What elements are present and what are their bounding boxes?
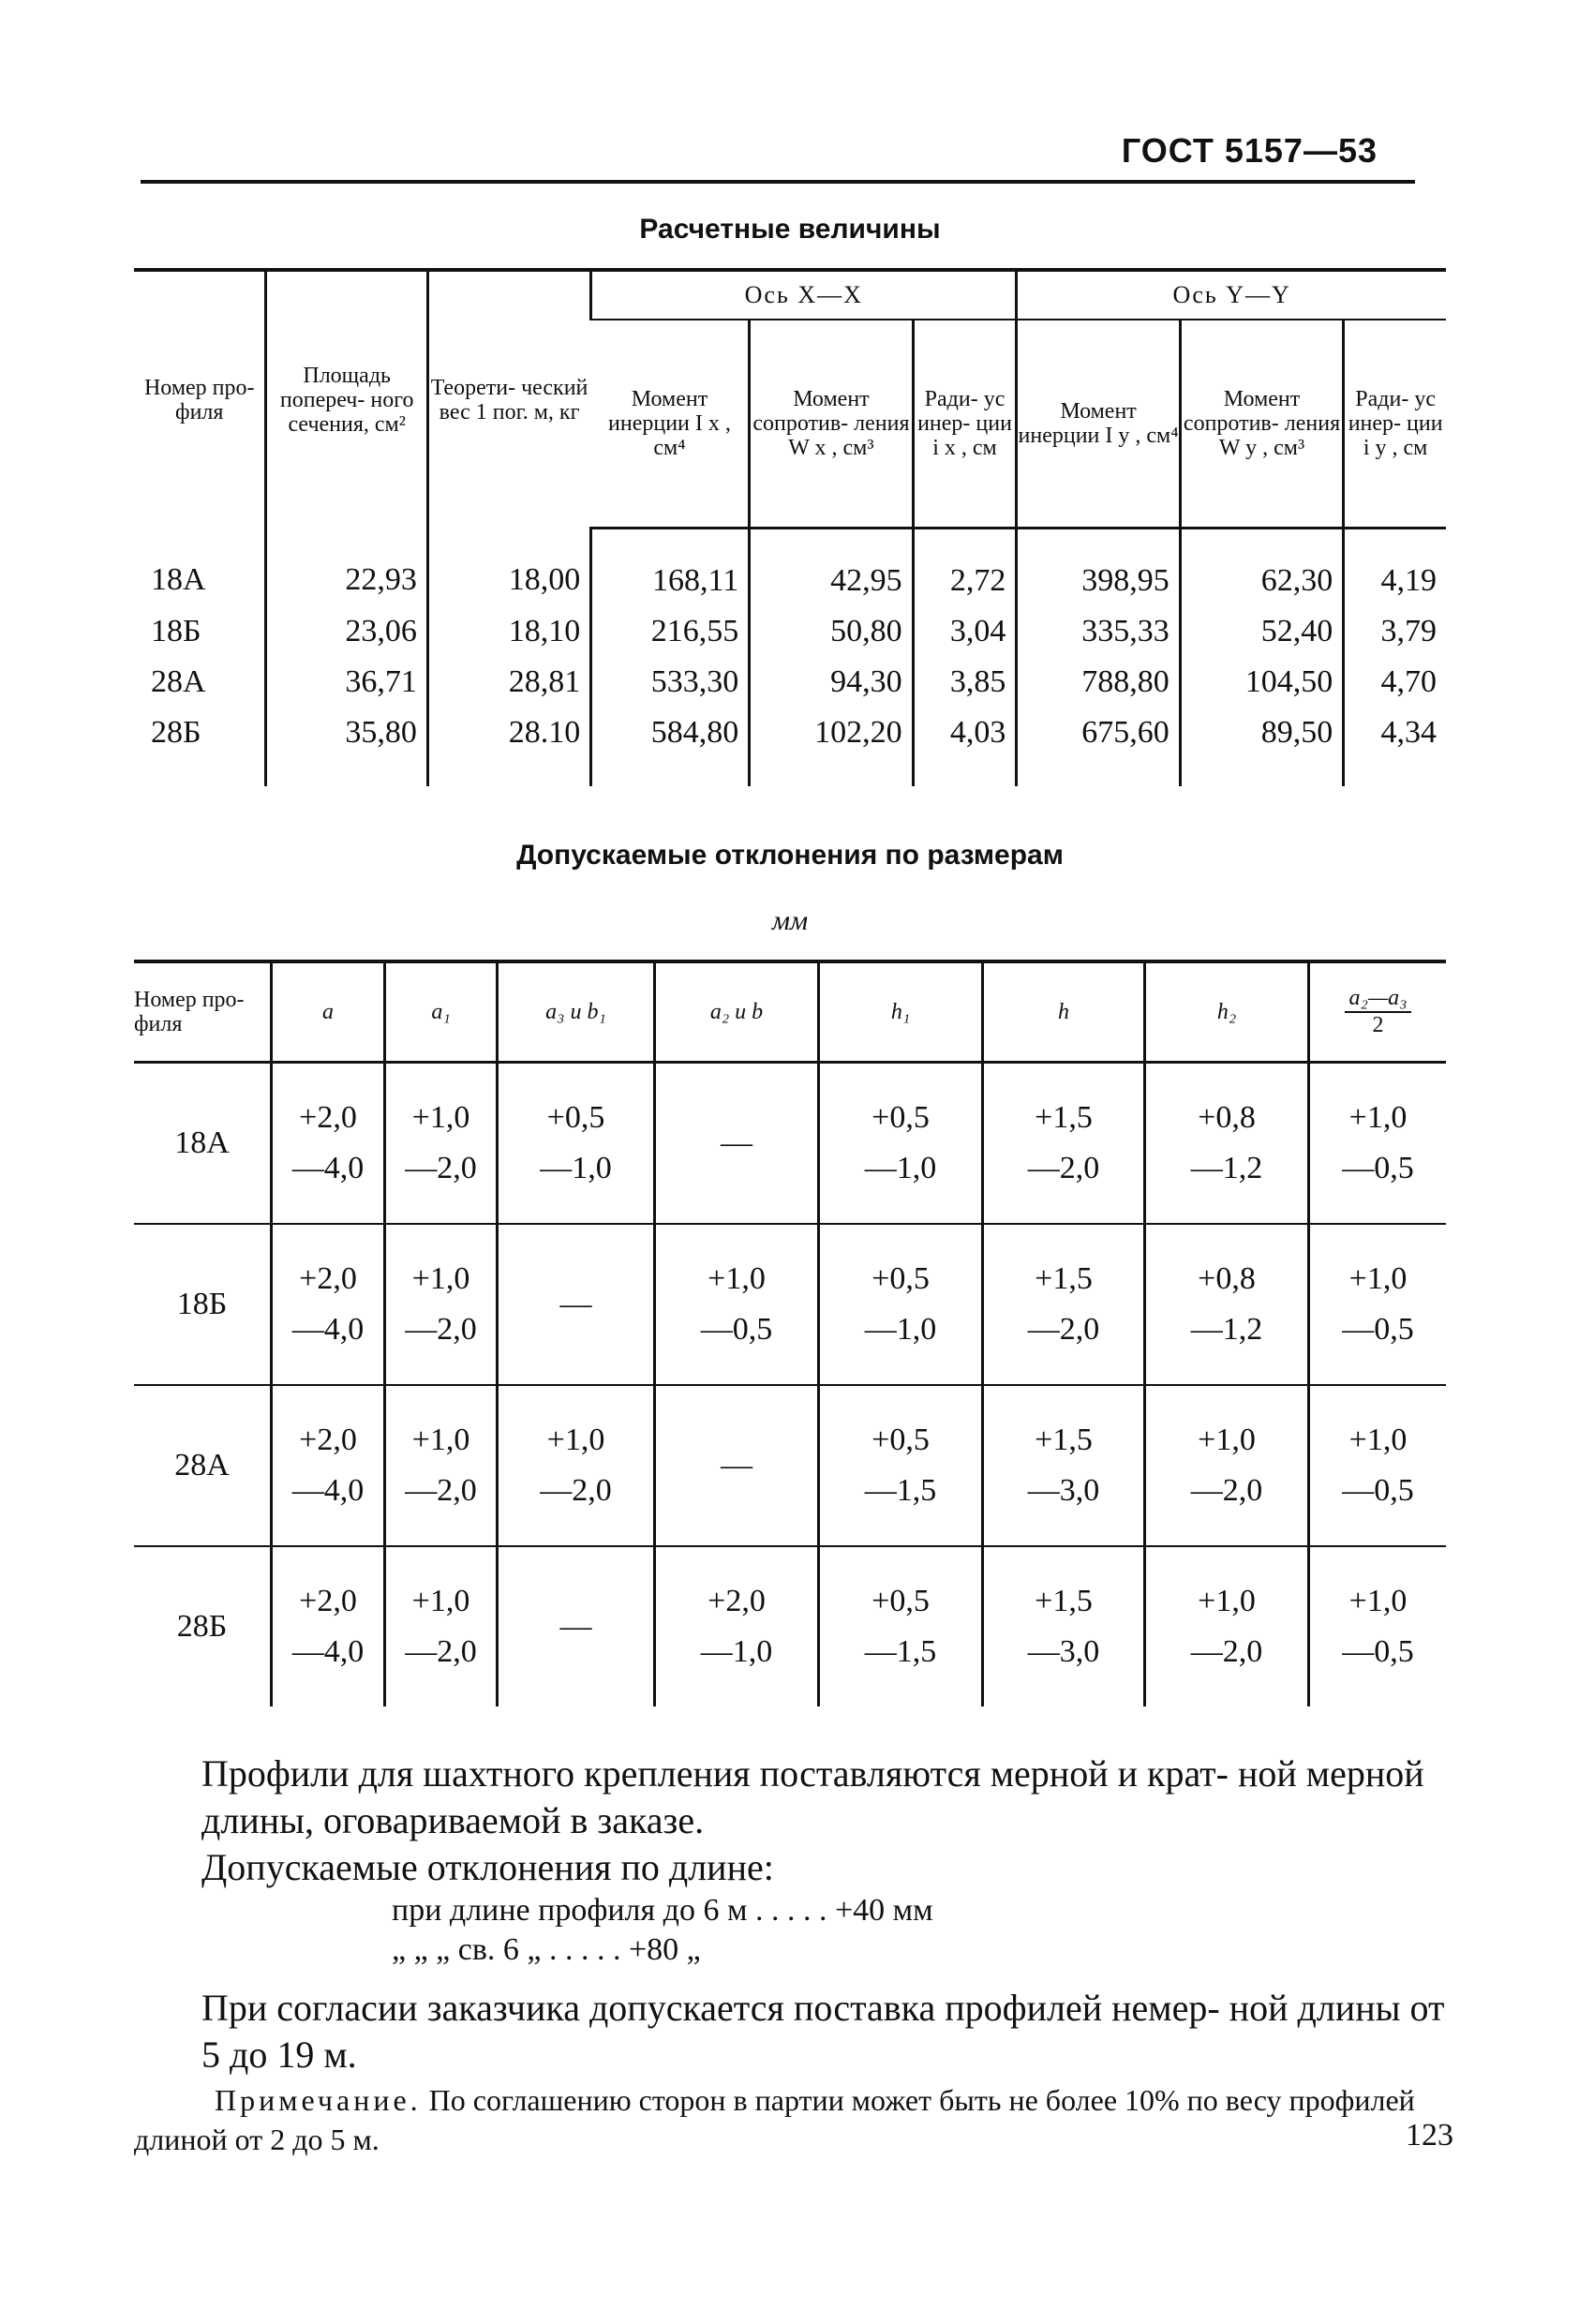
- profile-number: 18А: [151, 562, 206, 598]
- tolerance-upper: +1,0: [708, 1261, 766, 1296]
- tolerance-upper: +0,5: [871, 1423, 930, 1457]
- tolerance-upper: +0,5: [871, 1100, 930, 1135]
- table-cell: 4,19: [1344, 529, 1446, 607]
- table-row: [134, 606, 1446, 657]
- col-a1: a₁: [385, 961, 498, 1063]
- tolerance-cell: [385, 1224, 498, 1385]
- table-cell: 4,03: [913, 708, 1017, 786]
- note: [134, 2080, 1446, 2159]
- tolerance-cell: [655, 1063, 819, 1225]
- table-cell: 89,50: [1180, 708, 1343, 786]
- tolerances-table: [134, 960, 1446, 1706]
- table-cell: 42,95: [750, 529, 913, 607]
- tolerance-cell: [819, 1063, 983, 1225]
- tolerance-upper: —: [721, 1125, 752, 1160]
- table-row: [134, 708, 1446, 786]
- tolerance-cell: [1309, 1385, 1447, 1546]
- col-a2-b: a₂ и b: [655, 961, 819, 1063]
- table-cell: 398,95: [1017, 529, 1180, 607]
- table-cell: 94,30: [750, 657, 913, 708]
- table-cell: 4,34: [1344, 708, 1446, 786]
- table1-title: Расчетные величины: [639, 214, 941, 245]
- tolerance-upper: +1,5: [1035, 1584, 1093, 1618]
- axis-x-header: Ось X—X: [591, 270, 1017, 320]
- tolerance-cell: [272, 1224, 385, 1385]
- col-weight: Теорети- ческий вес 1 пог. м, кг: [427, 270, 590, 529]
- tolerance-lower: —1,0: [864, 1151, 937, 1185]
- tolerance-lower: —4,0: [291, 1634, 365, 1669]
- tolerance-cell: [655, 1224, 819, 1385]
- col-wx: Момент сопротив- ления W x , см³: [750, 320, 913, 529]
- table-row: [134, 657, 1446, 708]
- table-cell: 168,11: [591, 529, 750, 607]
- table-cell: 18,00: [427, 529, 590, 607]
- tolerance-line-2: „ „ „ св. 6 „ . . . . . +80 „: [392, 1932, 701, 1967]
- tolerance-lower: —3,0: [1027, 1473, 1100, 1508]
- tolerance-lower: —4,0: [291, 1312, 365, 1347]
- table-cell: 4,70: [1344, 657, 1446, 708]
- tolerance-lower: —0,5: [1342, 1634, 1414, 1669]
- tolerance-lower: —2,0: [1190, 1473, 1263, 1508]
- col-profile: Номер про- филя: [134, 270, 266, 529]
- tolerance-lower: —1,0: [864, 1312, 937, 1347]
- table-cell: 36,71: [266, 657, 427, 708]
- tolerance-lower: —0,5: [1342, 1312, 1414, 1347]
- tolerance-lower: —2,0: [405, 1151, 477, 1185]
- tolerance-lower: —0,5: [1342, 1473, 1414, 1508]
- profile-number: 28А: [151, 664, 206, 699]
- fraction: [1345, 986, 1410, 1038]
- tolerance-lower: —3,0: [1027, 1634, 1100, 1669]
- table-row: [134, 529, 1446, 607]
- tolerance-cell: [498, 1385, 655, 1546]
- paragraph-supply: Профили для шахтного крепления поставляются мерной и крат- ной мерной длины, оговариваемой в заказе.: [201, 1752, 1424, 1841]
- profile-number: 28А: [134, 1385, 272, 1546]
- table-cell: 28.10: [427, 708, 590, 786]
- tolerance-upper: +1,0: [1348, 1584, 1408, 1618]
- tolerance-upper: +1,0: [411, 1100, 470, 1135]
- tolerance-lower: —2,0: [405, 1312, 477, 1347]
- tolerance-upper: +0,8: [1198, 1261, 1256, 1296]
- tolerance-cell: [819, 1546, 983, 1706]
- tolerance-cell: [385, 1546, 498, 1706]
- col-ix: Момент инерции I x , см⁴: [591, 320, 750, 529]
- tolerance-upper: +0,5: [871, 1584, 930, 1618]
- tolerance-cell: [498, 1063, 655, 1225]
- tolerance-upper: +0,8: [1198, 1100, 1256, 1135]
- col-fraction: [1309, 961, 1447, 1063]
- tolerance-lower: —2,0: [1190, 1634, 1263, 1669]
- table-cell: 22,93: [266, 529, 427, 607]
- tolerance-cell: [272, 1546, 385, 1706]
- tolerance-upper: —: [721, 1448, 752, 1482]
- col-a: a: [272, 961, 385, 1063]
- tolerance-upper: +1,0: [546, 1423, 605, 1457]
- note-text: По соглашению сторон в партии может быть не более 10% по весу профилей длиной от 2 до 5 м.: [134, 2083, 1415, 2156]
- table-cell: 3,79: [1344, 606, 1446, 657]
- tolerance-upper: +1,0: [1348, 1423, 1408, 1457]
- col-a3-b1: a₃ и b₁: [498, 961, 655, 1063]
- table-cell: 2,72: [913, 529, 1017, 607]
- tolerance-cell: [1309, 1546, 1447, 1706]
- tolerance-cell: [385, 1063, 498, 1225]
- table-cell: 216,55: [591, 606, 750, 657]
- tolerance-lower: —2,0: [405, 1473, 477, 1508]
- table-cell: 3,85: [913, 657, 1017, 708]
- table-cell: 3,04: [913, 606, 1017, 657]
- tolerance-upper: +1,0: [1198, 1423, 1256, 1457]
- tolerance-cell: [983, 1063, 1145, 1225]
- table-cell: 335,33: [1017, 606, 1180, 657]
- tolerance-upper: +2,0: [299, 1261, 357, 1296]
- col-profile: Номер про- филя: [134, 961, 272, 1063]
- table-cell: 788,80: [1017, 657, 1180, 708]
- note-label: Примечание.: [215, 2083, 422, 2117]
- table-cell: 52,40: [1180, 606, 1343, 657]
- document-id: ГОСТ 5157—53: [1121, 131, 1378, 170]
- table-cell: 533,30: [591, 657, 750, 708]
- tolerance-cell: [819, 1224, 983, 1385]
- col-rx: Ради- ус инер- ции i x , см: [913, 320, 1017, 529]
- tolerance-cell: [498, 1546, 655, 1706]
- table-row: [134, 1224, 1446, 1385]
- tolerance-upper: +2,0: [299, 1100, 357, 1135]
- tolerance-upper: +2,0: [299, 1423, 357, 1457]
- table-cell: 62,30: [1180, 529, 1343, 607]
- profile-number: 18Б: [134, 1224, 272, 1385]
- tolerance-cell: [1309, 1224, 1447, 1385]
- tolerance-cell: [498, 1224, 655, 1385]
- table-cell: 23,06: [266, 606, 427, 657]
- table-row: [134, 1546, 1446, 1706]
- tolerance-lower: —2,0: [540, 1473, 612, 1508]
- tolerance-cell: [272, 1063, 385, 1225]
- table-cell: 675,60: [1017, 708, 1180, 786]
- fraction-denominator: 2: [1372, 1013, 1384, 1037]
- tolerance-upper: —: [559, 1287, 592, 1321]
- tolerance-cell: [1145, 1224, 1309, 1385]
- tolerance-upper: +1,0: [411, 1584, 470, 1618]
- col-h: h: [983, 961, 1145, 1063]
- table2-units: мм: [771, 905, 809, 936]
- tolerance-cell: [1145, 1385, 1309, 1546]
- tolerance-upper: +0,5: [871, 1261, 930, 1296]
- tolerance-lower: —0,5: [1342, 1151, 1414, 1185]
- tolerance-lower: —0,5: [700, 1312, 773, 1347]
- tolerance-cell: [1145, 1546, 1309, 1706]
- col-wy: Момент сопротив- ления W y , см³: [1180, 320, 1343, 529]
- tolerance-cell: [385, 1385, 498, 1546]
- tolerance-upper: +1,5: [1035, 1261, 1093, 1296]
- tolerance-upper: +2,0: [299, 1584, 357, 1618]
- tolerance-cell: [983, 1385, 1145, 1546]
- profile-number: 18А: [134, 1063, 272, 1225]
- col-h2: h₂: [1145, 961, 1309, 1063]
- tolerance-cell: [1309, 1063, 1447, 1225]
- table-cell: 104,50: [1180, 657, 1343, 708]
- profile-number: 28Б: [151, 715, 201, 750]
- tolerance-upper: +1,5: [1035, 1423, 1093, 1457]
- tolerance-lower: —1,0: [540, 1151, 612, 1185]
- tolerance-lower: —2,0: [1027, 1151, 1100, 1185]
- tolerance-cell: [819, 1385, 983, 1546]
- tolerance-upper: —: [559, 1609, 592, 1644]
- table-cell: 584,80: [591, 708, 750, 786]
- tolerance-upper: +1,0: [1348, 1100, 1408, 1135]
- axis-y-header: Ось Y—Y: [1017, 270, 1446, 320]
- profile-number: 28Б: [176, 1609, 228, 1644]
- tolerance-cell: [655, 1546, 819, 1706]
- table-cell: 102,20: [750, 708, 913, 786]
- table-cell: 28,81: [427, 657, 590, 708]
- tolerance-upper: +1,0: [1198, 1584, 1256, 1618]
- fraction-numerator: a₂—a₃: [1345, 986, 1410, 1013]
- tolerance-lower: —4,0: [291, 1473, 365, 1508]
- tolerance-upper: +1,0: [411, 1423, 470, 1457]
- tolerance-cell: [983, 1546, 1145, 1706]
- header-rule: [141, 180, 1415, 184]
- tolerance-lower: —4,0: [291, 1151, 365, 1185]
- tolerance-cell: [983, 1224, 1145, 1385]
- tolerance-cell: [655, 1385, 819, 1546]
- tolerance-cell: [272, 1385, 385, 1546]
- tolerance-upper: +1,0: [1348, 1261, 1408, 1296]
- tolerance-lower: —1,5: [864, 1473, 937, 1508]
- tolerance-lower: —1,5: [864, 1634, 937, 1669]
- table2-title: Допускаемые отклонения по размерам: [516, 840, 1064, 871]
- col-area: Площадь попереч- ного сечения, см²: [266, 270, 427, 529]
- tolerance-lower: —1,0: [700, 1634, 773, 1669]
- table-row: [134, 1063, 1446, 1225]
- table-row: [134, 1385, 1446, 1546]
- table-cell: 50,80: [750, 606, 913, 657]
- tolerance-upper: +2,0: [708, 1584, 766, 1618]
- tolerance-upper: +1,0: [411, 1261, 470, 1296]
- tolerance-lower: —1,2: [1190, 1151, 1263, 1185]
- col-ry: Ради- ус инер- ции i y , см: [1344, 320, 1446, 529]
- tolerance-upper: +0,5: [546, 1100, 605, 1135]
- col-h1: h₁: [819, 961, 983, 1063]
- page-number: 123: [1406, 2118, 1453, 2153]
- tolerance-lower: —2,0: [1027, 1312, 1100, 1347]
- profile-number: 18Б: [151, 614, 201, 648]
- table-cell: 35,80: [266, 708, 427, 786]
- tolerance-line-1: при длине профиля до 6 м . . . . . +40 мм: [392, 1893, 933, 1928]
- table-cell: 18,10: [427, 606, 590, 657]
- tolerance-upper: +1,5: [1035, 1100, 1093, 1135]
- calculated-values-table: [134, 268, 1446, 786]
- tolerance-lower: —1,2: [1190, 1312, 1263, 1347]
- paragraph-length-tolerance: Допускаемые отклонения по длине:: [201, 1846, 774, 1888]
- tolerance-cell: [1145, 1063, 1309, 1225]
- paragraph-customer-agreement: При согласии заказчика допускается поставка профилей немер- ной длины от 5 до 19 м.: [201, 1987, 1445, 2076]
- tolerance-lower: —2,0: [405, 1634, 477, 1669]
- col-iy: Момент инерции I y , см⁴: [1017, 320, 1180, 529]
